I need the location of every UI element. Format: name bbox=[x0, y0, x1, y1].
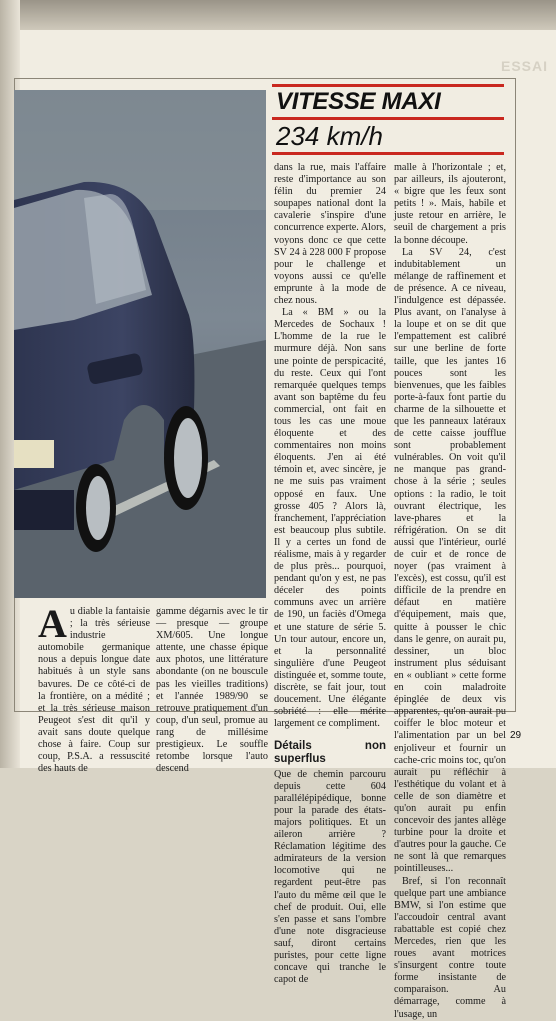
section-tag: ESSAI bbox=[500, 58, 548, 74]
column-a-para-3: Que de chemin parcouru depuis cette 604 parallélépipédique, bonne pour la parade des états-majors politiques. Et un aileron arrière ? Réclamation légitime des admirateurs de la version locomotive qui ne regardent peut-être pas l'auto du même œil que le chef de produit. Oui, elle s'en passe et sans l'ombre d'une note disgracieuse sauf, diront certains puristes, pour cette ligne concave qui tranche le capot de bbox=[274, 768, 386, 986]
column-b-para-2: La SV 24, c'est indubitablement un mélange de raffinement et de présence. A ce niveau, l'indulgence est dépassée. Plus avant, on l'analyse à la loupe et on se dit que l'empattement est calibré sur une berline de forte taille, que les jantes 16 pouces sont les bienvenues, que les faibles porte-à-faux font partie du charme de la silhouette et que les panneaux latéraux de cette caisse joufflue sont probablement vulnérables. On voit qu'il ne manque pas grand-chose à la série ; seules options : la radio, le toit ouvrant électrique, les lave-phares et la réfrigération. On se dit aussi que l'intérieur, ourlé de cuir et de ronce de noyer (pas vraiment à l'excès), est cossu, qu'il est difficile de la prendre en défaut en matière d'équipement, mais que, quitte à pousser le chic dans le genre, on aurait pu, dessiner, un bloc instrument plus séduisant en « oubliant » cette forme en coin maladroite épinglée de deux vis apparentes, qu'on aurait pu coiffer le bloc moteur et l'alimentation par un bel enjoliveur et fournir un cache-cric moins toc, qu'on aurait pu réfléchir à l'esthétique du volant et à celle de son diamètre et qu'on aurait pu enfin concevoir des jantes allège turbine pour la droite et d'autres pour la gauche. Ce ne sont là que remarques pointilleuses... bbox=[394, 246, 506, 875]
page-top-edge bbox=[0, 0, 556, 30]
car-photo bbox=[14, 90, 266, 598]
column-b bbox=[394, 162, 506, 1020]
article-title-block bbox=[272, 84, 504, 155]
column-a-para-1: dans la rue, mais l'affaire reste d'importance au son félin du premier 24 soupapes national dont la cavalerie s'inspire d'une concurrence experte. Alors, voyons donc ce que cette SV 24 à 228 000 F propose pour le challenge et voyons aussi ce qu'elle emprunte à la mode de chez nous. bbox=[274, 162, 387, 307]
column-b-para-3: Bref, si l'on reconnaît quelque part une ambiance BMW, si l'on estime que l'accoudoir central avant rabattable est copié chez Mercedes, rien que les roues avant motrices s'insurgent contre toute forme insistante de comparaison. Au démarrage, comme à l'usage, un bbox=[394, 875, 506, 1020]
title-rule-top bbox=[272, 84, 504, 87]
title-line-1: VITESSE MAXI bbox=[276, 88, 441, 115]
title-rule-bottom bbox=[272, 152, 504, 155]
page-number: 29 bbox=[510, 730, 522, 741]
bottom-middle-text: gamme dégarnis avec le tir — presque — groupe XM/605. Une longue attente, une chasse épique aux photos, une littérature abondante (on ne bouscule pas les vieilles traditions) et l'année 1989/90 se retrouve pratiquement d'un coup, d'un seul, promue au rang de millésime prestigieux. Le souffle retombe lorsque l'auto descend bbox=[156, 606, 268, 775]
title-line-2: 234 km/h bbox=[276, 121, 383, 151]
subheading: Détails non superflus bbox=[274, 740, 386, 765]
column-a-para-2: La « BM » ou la Mercedes de Sochaux ! L'homme de la rue le murmure déjà. Non sans une pointe de perspicacité, du reste. Ceux qui l'ont remarquée quelques temps avant son baptême du feu commercial, ont fait en tous les cas une moue éloquente et des commentaires non moins éloquents. J'en ai été témoin et, avec sincère, je ne me suis pas vraiment opposé en faux. Une grosse 405 ? Alors là, franchement, l'appréciation est beaucoup plus subtile. Il y a certes un fond de réalisme, mais à y regarder de plus près... pourquoi, pendant qu'on y est, ne pas déceler des points communs avec un arrière de 190, un faciès d'Omega et une stature de série 5. Un tour autour, encore un, et la personnalité singulière d'une Peugeot distinguée et, somme toute, discrète, se fait jour, tout doucement. Une élégante sobriété : elle mérite largement ce compliment. bbox=[274, 307, 386, 730]
column-a bbox=[274, 162, 387, 986]
bottom-column-left bbox=[38, 601, 150, 775]
column-b-para-1: malle à l'horizontale ; et, par ailleurs, ils ajouteront, « bigre que les feux sont petits ! ». Mais, habile et juste retour en arrière, le seuil de chargement a pris la bonne découpe. bbox=[394, 162, 506, 246]
title-rule-middle bbox=[272, 117, 504, 120]
car-photo-drawing bbox=[14, 90, 266, 598]
bottom-left-text: u diable la fantaisie ; la très sérieuse industrie automobile germanique nous a depuis longue date habitués à un style sans bavures. De ce côté-ci de la frontière, on a médité ; et la très sérieuse maison Peugeot s'est dit qu'il y avait sans doute quelque chose à faire. Coup sur coup, P.S.A. a ressuscité des hauts de bbox=[38, 606, 150, 775]
drop-cap: A bbox=[38, 601, 67, 646]
bottom-column-middle bbox=[156, 606, 268, 775]
